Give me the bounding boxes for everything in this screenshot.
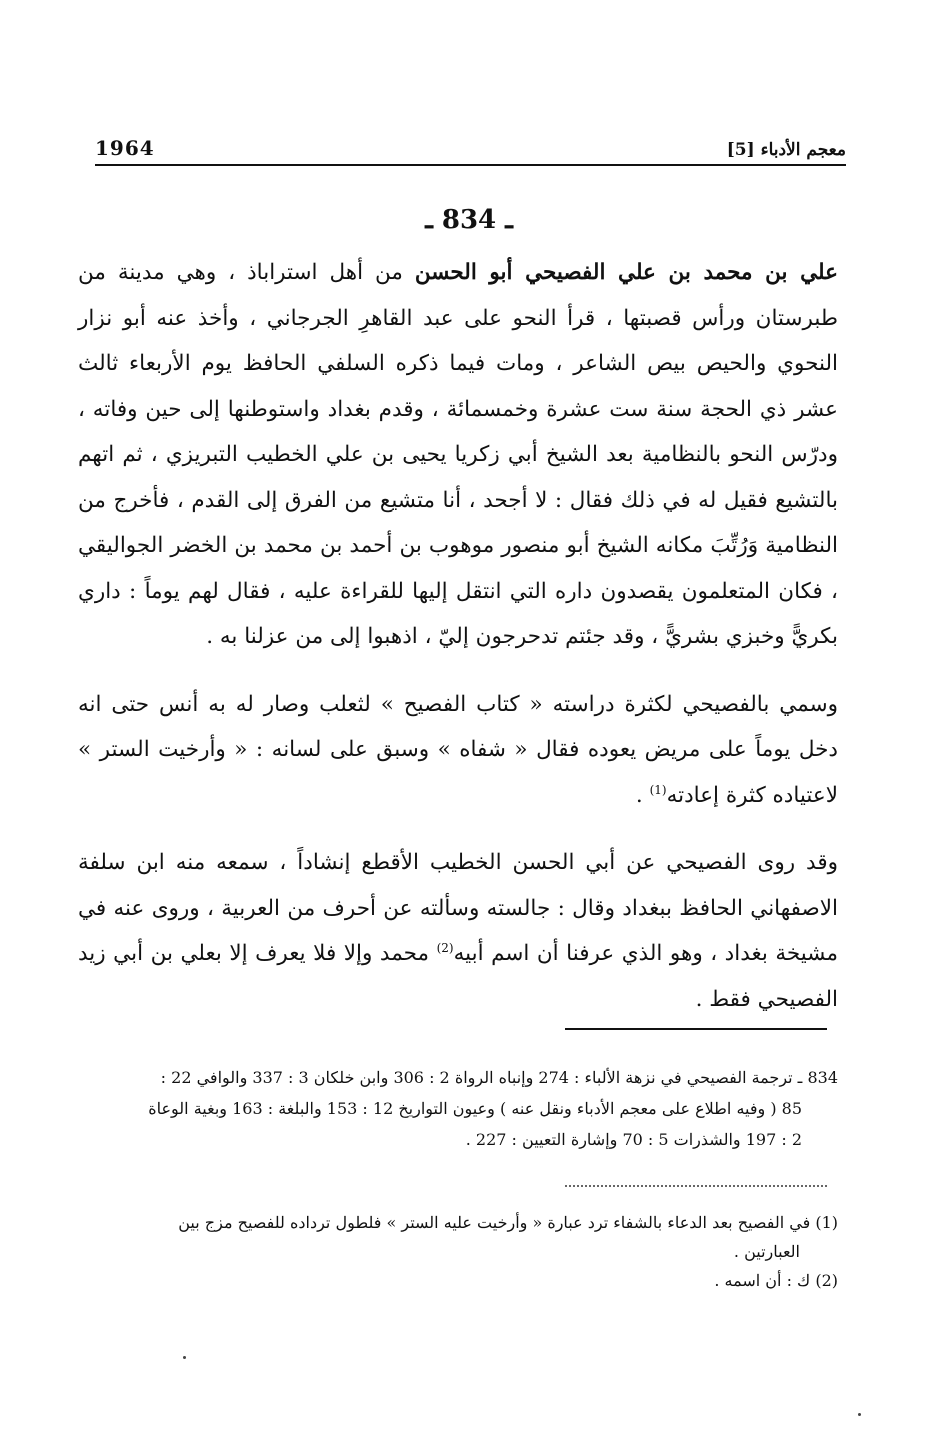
running-header (95, 128, 846, 166)
entry-body (78, 250, 838, 1044)
reference-line-3: 2 : 197 والشذرات 5 : 70 وإشارة التعيين : 227 . (465, 1130, 802, 1149)
paragraph-1 (78, 250, 838, 660)
paragraph-2-text: وسمي بالفصيحي لكثرة دراسته « كتاب الفصيح » لثعلب وصار له به أنس حتى انه دخل يوماً على مريض يعوده فقال « شفاه » وسبق على لسانه : « وأرخيت الستر » لاعتياده كثرة إعادته (78, 691, 838, 808)
entry-number: ـ 834 ـ (425, 205, 513, 235)
footnotes-block (78, 1208, 838, 1295)
footnote-marker-1: (1) (649, 782, 667, 797)
paragraph-3 (78, 840, 838, 1022)
paragraph-2-end: . (635, 782, 650, 808)
references-separator (565, 1028, 827, 1030)
entry-lead-name: علي بن محمد بن علي الفصيحي أبو الحسن (414, 260, 838, 285)
footnotes-separator (565, 1185, 827, 1187)
reference-line-1: 834 ـ ترجمة الفصيحي في نزهة الألباء : 274 وإنباه الرواة 2 : 306 وابن خلكان 3 : 337 والوافي 22 : (160, 1068, 838, 1087)
paragraph-3-text-a: وقد روى الفصيحي عن أبي الحسن الخطيب الأقطع إنشاداً ، سمعه منه ابن سلفة الاصفهاني الحافظ ببغداد وقال : جالسته وسألته عن أحرف من العربية ، وروى عنه في مشيخة بغداد ، وهو الذي عرفنا أن اسم أبيه (78, 850, 838, 966)
footnote-marker-2: (2) (436, 940, 454, 955)
paragraph-3-text-b: محمد وإلا فلا يعرف إلا بعلي بن أبي زيد الفصيحي فقط . (78, 941, 838, 1012)
footnote-1: (1) في الفصيح بعد الدعاء بالشفاء ترد عبارة « وأرخيت عليه الستر » فلطول ترداده للفصيح مزج بين (178, 1213, 838, 1232)
paragraph-2 (78, 682, 838, 819)
page-number: 1964 (95, 136, 155, 160)
references-block (78, 1062, 838, 1155)
paragraph-1-text: من أهل استراباذ ، وهي مدينة من طبرستان ورأس قصبتها ، قرأ النحو على عبد القاهرِ الجرجاني ، وأخذ عنه أبو نزار النحوي والحيص بيص الشاعر ، ومات فيما ذكره السلفي الحافظ يوم الأربعاء ثالث عشر ذي الحجة سنة ست عشرة وخمسمائة ، وقدم بغداد واستوطنها إلى حين وفاته ، ودرّس النحو بالنظامية بعد الشيخ أبي زكريا يحيى بن علي الخطيب التبريزي ، ثم اتهم بالتشيع فقيل له في ذلك فقال : لا أجحد ، أنا متشيع من الفرق إلى القدم ، فأخرج من النظامية وَرُتِّبَ مكانه الشيخ أبو منصور موهوب بن أحمد بن محمد بن الخضر الجواليقي ، فكان المتعلمون يقصدون داره التي انتقل إليها للقراءة عليه ، فقال لهم يوماً : داري بكريًّ وخبزي بشريًّ ، وقد جئتم تدحرجون إليّ ، اذهبوا إلى من عزلنا به . (78, 260, 838, 649)
reference-line-2: 85 ( وفيه اطلاع على معجم الأدباء ونقل عنه ) وعيون التواريخ 12 : 153 والبلغة : 163 وبغية الوعاة (148, 1099, 802, 1118)
footnote-2: (2) ك : أن اسمه . (714, 1271, 838, 1290)
scan-speck (858, 1413, 861, 1416)
scan-speck (183, 1356, 186, 1359)
book-title: معجم الأدباء [5] (726, 140, 846, 160)
footnote-1-continued: العبارتين . (733, 1242, 800, 1261)
